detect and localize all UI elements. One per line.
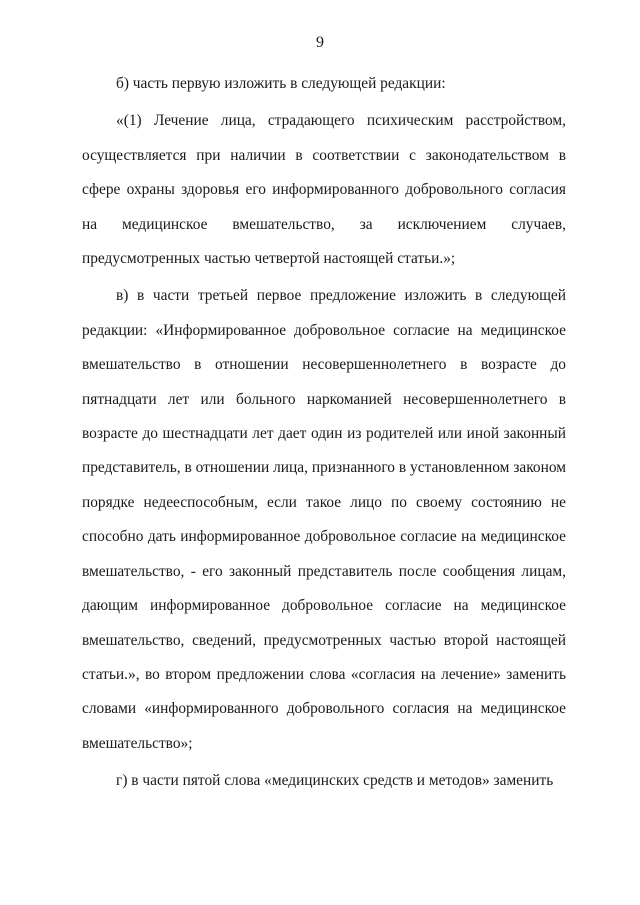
paragraph-b: б) часть первую изложить в следующей редакции: [116, 75, 446, 92]
page-number: 9 [316, 34, 324, 51]
paragraph-g: г) в части пятой слова «медицинских средств и методов» заменить [116, 772, 554, 790]
document-body [82, 67, 566, 799]
paragraph-quote-1: «(1) Лечение лица, страдающего психическим расстройством, осуществляется при наличии в соответствии с законодательством в сфере охраны здоровья его информированного добровольного согласия на медицинское вмешательство, за исключением случаев, предусмотренных частью четвертой настоящей статьи.»; [82, 112, 566, 268]
paragraph-v: в) в части третьей первое предложение изложить в следующей редакции: «Информированное добровольное согласие на медицинское вмешательство в отношении несовершеннолетнего в возрасте до пятнадцати лет или больного наркоманией несовершеннолетнего в возрасте до шестнадцати лет дает один из родителей или иной законный представитель, в отношении лица, признанного в установленном законом порядке недееспособным, если такое лицо по своему состоянию не способно дать информированное добровольное согласие на медицинское вмешательство, - его законный представитель после сообщения лицам, дающим информированное добровольное согласие на медицинское вмешательство, сведений, предусмотренных частью второй настоящей статьи.», во втором предложении слова «согласия на лечение» заменить словами «информированного добровольного согласия на медицинское вмешательство»; [82, 287, 566, 752]
